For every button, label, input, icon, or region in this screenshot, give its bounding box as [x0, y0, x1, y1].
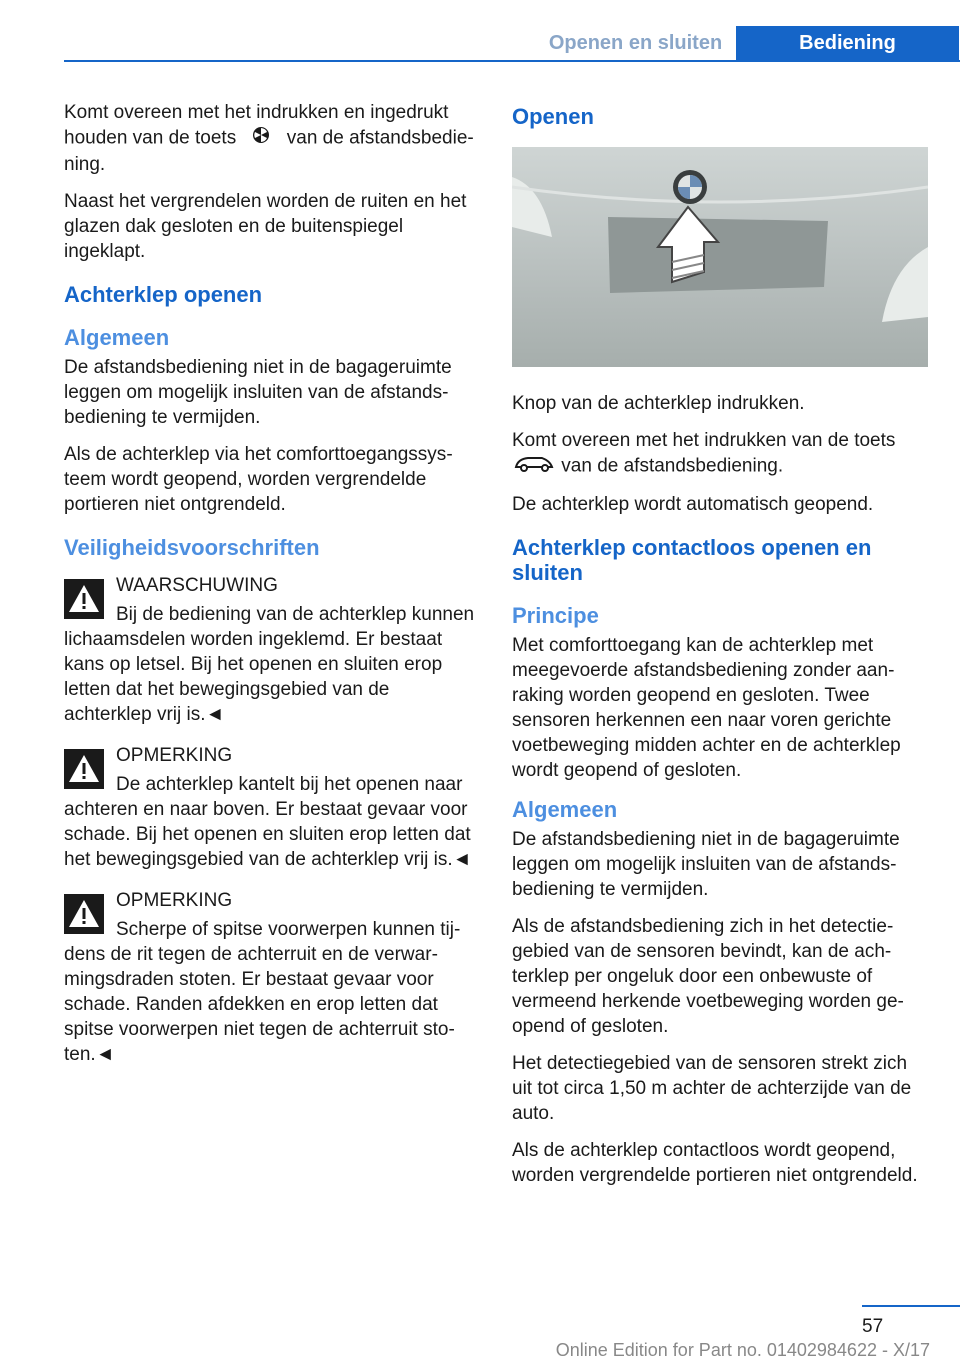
heading-principe: Principe [512, 603, 599, 628]
left-paragraph-1: Komt overeen met het indrukken en ingedrukt houden van de toets van de afstandsbediening. [64, 102, 474, 175]
heading-algemeen-right: Algemeen [512, 797, 618, 822]
right-column [512, 100, 932, 1200]
warning-title: WAARSCHUWING [116, 575, 278, 596]
footer-rule [862, 1305, 960, 1307]
tailgate-photo [512, 147, 928, 367]
left-column [64, 100, 482, 1083]
heading-achterklep-openen: Achterklep openen [64, 282, 263, 307]
left-paragraph-4: Als de achterklep via het comforttoegangssysteem wordt geopend, worden vergrendelde portieren niet ontgrendeld. [64, 444, 453, 515]
right-paragraph-6: Het detectiegebied van de sensoren strekt zich uit tot circa 1,50 m achter de achterzijde van de auto. [512, 1053, 912, 1124]
car-key-icon [512, 453, 556, 480]
footer-edition: Online Edition for Part no. 01402984622 - X/17 [555, 1340, 930, 1360]
warning-title: OPMERKING [116, 890, 233, 911]
warning-block-1 [64, 573, 482, 727]
warning-block-3 [64, 888, 482, 1067]
warning-text: Scherpe of spitse voorwerpen kunnen tijdens de rit tegen de achterruit en de verwarmingsdraden stoten. Er bestaat gevaar voor schade. Randen afdekken en erop letten dat spitse voorwerpen niet tegen de achterruit stoten.◄ [64, 919, 461, 1065]
heading-achterklep-contactloos: Achterklep contactloos openen en sluiten [512, 535, 872, 585]
fan-key-icon [241, 125, 281, 152]
left-paragraph-2: Naast het vergrendelen worden de ruiten en het glazen dak gesloten en de buitenspiegel ingeklapt. [64, 191, 467, 262]
right-paragraph-5: Als de afstandsbediening zich in het detectiegebied van de sensoren bevindt, kan de achterklep per ongeluk door een onbewuste of vermeend herkende voetbeweging worden geopend of gesloten. [512, 916, 904, 1037]
heading-openen: Openen [512, 104, 594, 129]
right-paragraph-1: Komt overeen met het indrukken van de toets van de afstandsbediening. [512, 428, 932, 480]
left-paragraph-3: De afstandsbediening niet in de bagageruimte leggen om mogelijk insluiten van de afstandsbediening te vermijden. [64, 357, 452, 428]
warning-triangle-icon [64, 894, 104, 934]
warning-triangle-icon [64, 749, 104, 789]
heading-algemeen: Algemeen [64, 325, 170, 350]
photo-caption: Knop van de achterklep indrukken. [512, 393, 805, 414]
header-section: Openen en sluiten [535, 26, 736, 60]
right-paragraph-4: De afstandsbediening niet in de bagageruimte leggen om mogelijk insluiten van de afstandsbediening te vermijden. [512, 829, 900, 900]
header-rule [64, 60, 960, 62]
warning-triangle-icon [64, 579, 104, 619]
right-paragraph-3: Met comforttoegang kan de achterklep met meegevoerde afstandsbediening zonder aanraking worden geopend en gesloten. Twee sensoren herkennen een naar voren gerichte voetbeweging midden achter en de achterklep wordt geopend of gesloten. [512, 635, 901, 781]
warning-text: Bij de bediening van de achterklep kunnen lichaamsdelen worden ingeklemd. Er bestaat kans op letsel. Bij het openen en sluiten erop letten dat het bewegingsgebied van de achterklep vrij is.◄ [64, 604, 475, 725]
warning-block-2 [64, 743, 482, 872]
warning-title: OPMERKING [116, 745, 233, 766]
right-paragraph-7: Als de achterklep contactloos wordt geopend, worden vergrendelde portieren niet ontgrendeld. [512, 1140, 918, 1186]
header-chapter: Bediening [736, 26, 959, 60]
heading-veiligheidsvoorschriften: Veiligheidsvoorschriften [64, 535, 320, 560]
right-paragraph-2: De achterklep wordt automatisch geopend. [512, 494, 874, 515]
warning-text: De achterklep kantelt bij het openen naar achteren en naar boven. Er bestaat gevaar voor schade. Bij het openen en sluiten erop letten dat het bewegingsgebied van de achterklep vrij is.◄ [64, 774, 472, 870]
page-number: 57 [862, 1316, 884, 1337]
